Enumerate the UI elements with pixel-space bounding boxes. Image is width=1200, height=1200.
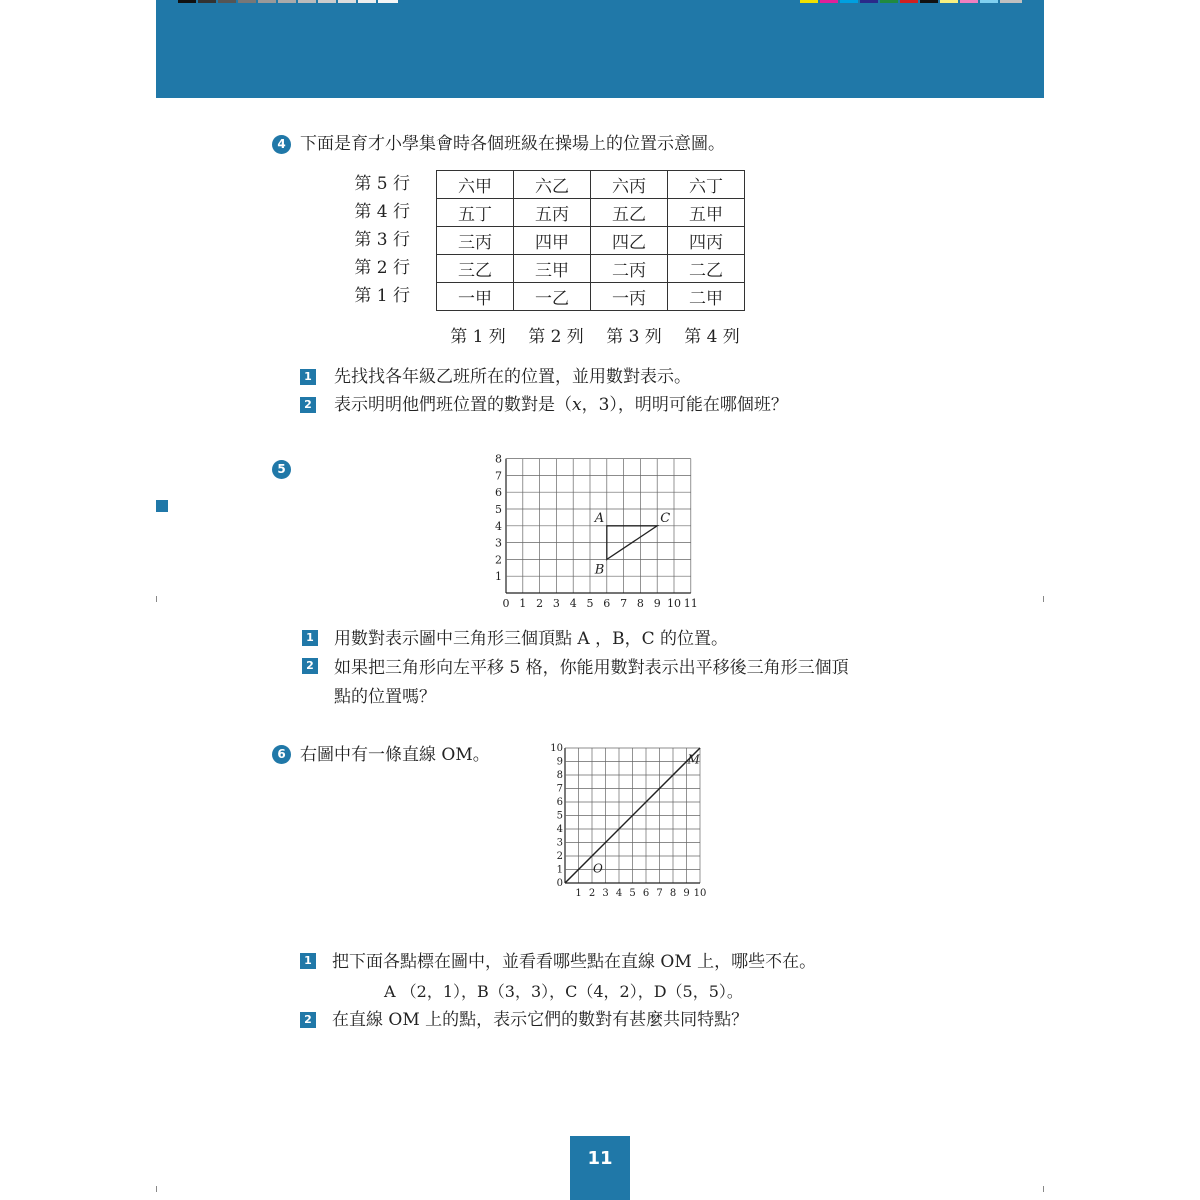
- table-cell: 一丙: [591, 283, 668, 311]
- table-cell: 五丁: [437, 199, 514, 227]
- x-tick-label: 11: [683, 597, 698, 610]
- table-row: [437, 171, 745, 199]
- table-row: [437, 199, 745, 227]
- table-cell: 三乙: [437, 255, 514, 283]
- x-tick-label: 10: [667, 597, 681, 610]
- table-cell: 一甲: [437, 283, 514, 311]
- y-tick-label: 5: [556, 810, 563, 822]
- table-row: [437, 283, 745, 311]
- table-cell: 三甲: [514, 255, 591, 283]
- y-tick-label: 4: [495, 519, 502, 533]
- table-row: [437, 227, 745, 255]
- x-tick-label: 3: [552, 597, 560, 610]
- subquestion-badge: 2: [300, 397, 316, 413]
- question-4-text: 下面是育才小學集會時各個班級在操場上的位置示意圖。: [300, 134, 725, 154]
- table-cell: 二乙: [668, 255, 745, 283]
- x-tick-label: 0: [502, 597, 510, 610]
- question-5-sub-1: 用數對表示圖中三角形三個頂點 A ，B，C 的位置。: [334, 629, 728, 649]
- page-number: 11: [570, 1136, 630, 1200]
- subquestion-badge: 1: [300, 953, 316, 969]
- column-label: 第 3 列: [606, 327, 662, 347]
- point-labels: [594, 511, 670, 578]
- question-5-badge: 5: [272, 460, 291, 479]
- y-tick-label: 1: [556, 864, 563, 876]
- row-label: 第 5 行: [354, 174, 410, 194]
- graph-tick-labels: [550, 743, 706, 899]
- x-tick-label: 10: [693, 888, 707, 899]
- table-row: [437, 255, 745, 283]
- table-cell: 五甲: [668, 199, 745, 227]
- question-5-sub-2-line-1: 如果把三角形向左平移 5 格，你能用數對表示出平移後三角形三個頂: [334, 658, 849, 678]
- column-label: 第 4 列: [684, 327, 740, 347]
- table-cell: 四甲: [514, 227, 591, 255]
- column-label: 第 2 列: [528, 327, 584, 347]
- x-tick-label: 4: [569, 597, 577, 610]
- subquestion-badge: 1: [302, 630, 318, 646]
- x-tick-label: 2: [536, 597, 544, 610]
- question-6-sub-1: 把下面各點標在圖中，並看看哪些點在直線 OM 上，哪些不在。: [332, 952, 817, 972]
- x-tick-label: 3: [602, 888, 609, 899]
- table-cell: 四乙: [591, 227, 668, 255]
- y-tick-label: 10: [550, 743, 563, 754]
- y-tick-label: 3: [495, 536, 502, 550]
- y-tick-label: 2: [556, 851, 563, 862]
- table-cell: 五丙: [514, 199, 591, 227]
- y-tick-label: 1: [495, 570, 502, 584]
- table-cell: 六丙: [591, 171, 668, 199]
- y-tick-label: 5: [495, 503, 502, 516]
- question-4-sub-2: 表示明明他們班位置的數對是（𝑥，3），明明可能在哪個班？: [334, 395, 788, 415]
- row-label: 第 3 行: [354, 230, 410, 250]
- column-label: 第 1 列: [450, 327, 506, 347]
- row-label: 第 1 行: [354, 286, 410, 306]
- y-tick-label: 3: [556, 837, 563, 849]
- table-cell: 三丙: [437, 227, 514, 255]
- x-tick-label: 6: [603, 597, 611, 610]
- class-position-table: [436, 170, 745, 311]
- question-5-sub-2-line-2: 點的位置嗎？: [334, 687, 436, 707]
- point-label: B: [594, 562, 605, 578]
- x-tick-label: 7: [620, 597, 628, 610]
- table-cell: 五乙: [591, 199, 668, 227]
- x-tick-label: 6: [642, 888, 650, 899]
- table-cell: 二丙: [591, 255, 668, 283]
- graph-tick-labels: [495, 453, 698, 610]
- trim-mark: [1043, 1186, 1044, 1192]
- y-tick-label: 7: [556, 783, 563, 795]
- table-cell: 四丙: [668, 227, 745, 255]
- points-list: A （2，1），B（3，3），C（4，2），D（5，5）。: [384, 982, 743, 1001]
- table-cell: 六乙: [514, 171, 591, 199]
- row-labels: [340, 170, 410, 310]
- subquestion-badge: 2: [302, 658, 318, 674]
- column-labels: [439, 322, 751, 347]
- x-tick-label: 5: [629, 888, 636, 899]
- trim-mark: [1043, 596, 1044, 602]
- x-tick-label: 7: [656, 888, 663, 899]
- point-label: A: [594, 510, 605, 526]
- point-label: C: [660, 510, 671, 526]
- y-tick-label: 9: [556, 756, 563, 768]
- line-om-graph: [545, 740, 715, 902]
- y-tick-label: 4: [556, 824, 563, 835]
- subquestion-badge: 1: [300, 369, 316, 385]
- x-tick-label: 9: [653, 597, 661, 610]
- x-tick-label: 9: [683, 888, 690, 899]
- table-cell: 六丁: [668, 171, 745, 199]
- table-cell: 六甲: [437, 171, 514, 199]
- x-tick-label: 8: [669, 888, 677, 899]
- y-tick-label: 2: [495, 553, 502, 567]
- y-tick-label: 6: [495, 486, 502, 500]
- header-band: [156, 0, 1044, 98]
- y-tick-label: 7: [495, 469, 502, 483]
- x-tick-label: 1: [575, 888, 582, 899]
- y-tick-label: 8: [556, 770, 563, 781]
- row-label: 第 2 行: [354, 258, 410, 278]
- trim-mark: [156, 1186, 157, 1192]
- table-cell: 二甲: [668, 283, 745, 311]
- label-m: M: [687, 752, 700, 767]
- side-marker: [156, 500, 168, 512]
- y-tick-label: 0: [556, 878, 563, 889]
- table-cell: 一乙: [514, 283, 591, 311]
- row-label: 第 4 行: [354, 202, 410, 222]
- y-tick-label: 6: [556, 797, 563, 808]
- triangle-grid-graph: [490, 450, 710, 615]
- y-tick-label: 8: [495, 452, 502, 466]
- x-tick-label: 2: [588, 888, 596, 899]
- question-4-badge: 4: [272, 135, 291, 154]
- question-6-badge: 6: [272, 745, 291, 764]
- question-6-text: 右圖中有一條直線 OM。: [300, 745, 490, 765]
- x-tick-label: 1: [519, 597, 527, 610]
- x-tick-label: 5: [586, 597, 594, 610]
- x-tick-label: 4: [615, 888, 623, 899]
- question-4-sub-1: 先找找各年級乙班所在的位置，並用數對表示。: [334, 367, 691, 387]
- subquestion-badge: 2: [300, 1012, 316, 1028]
- question-6-sub-2: 在直線 OM 上的點，表示它們的數對有甚麼共同特點？: [332, 1010, 749, 1030]
- trim-mark: [156, 596, 157, 602]
- label-o: O: [593, 861, 603, 876]
- x-tick-label: 8: [636, 597, 644, 610]
